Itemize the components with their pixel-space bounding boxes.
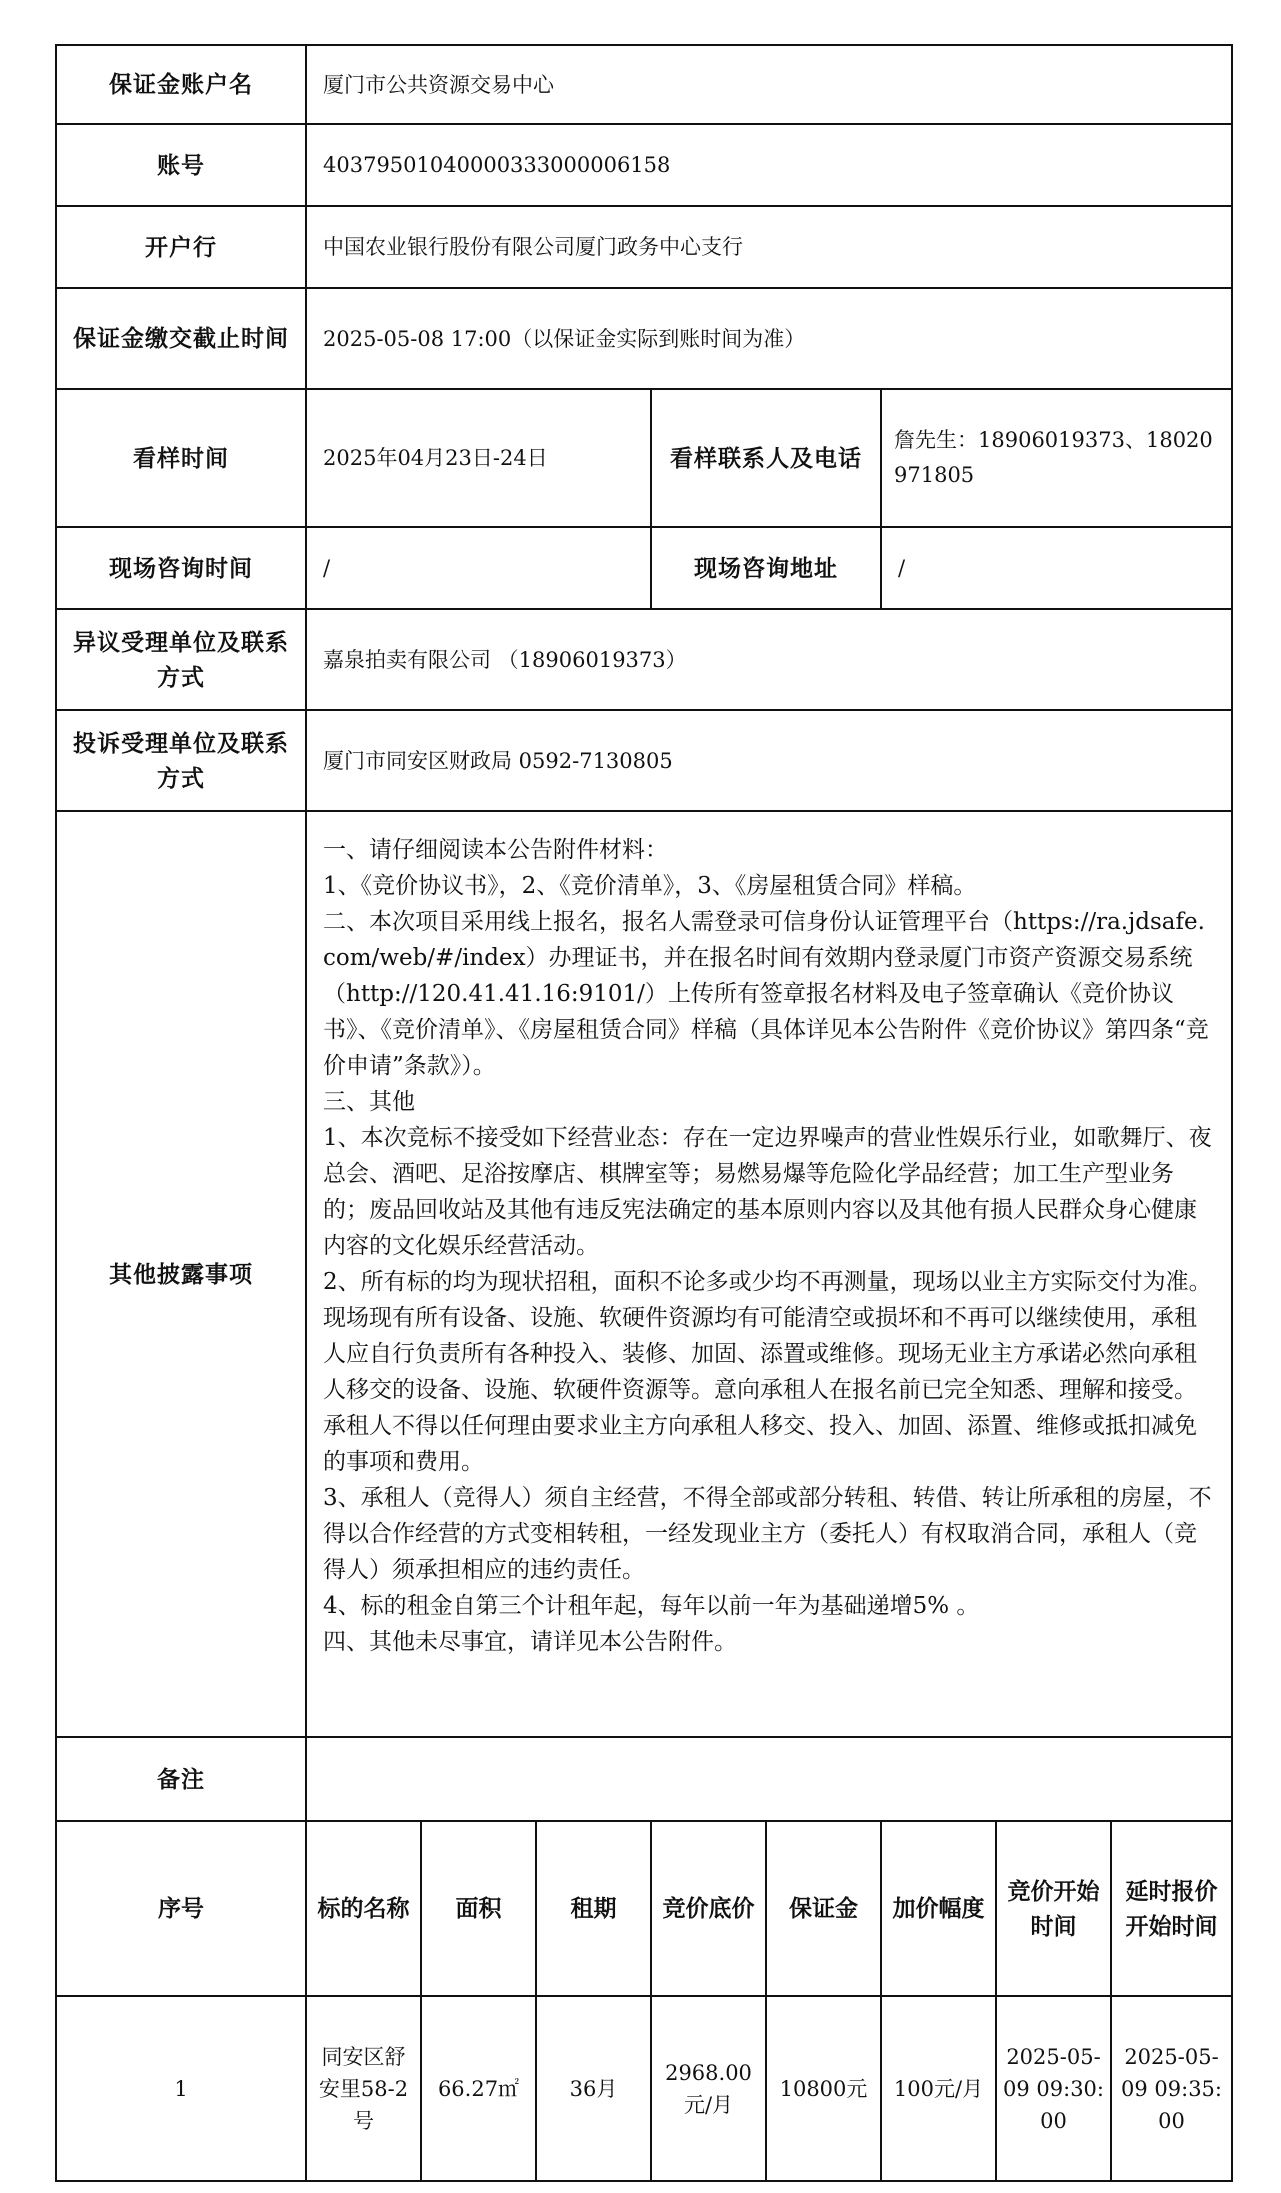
notes-line: 四、其他未尽事宜，请详见本公告附件。: [323, 1629, 737, 1655]
account-name-label: 保证金账户名: [56, 45, 306, 124]
row-consult: [56, 527, 1232, 609]
notes-line: 1、《竞价协议书》，2、《竞价清单》，3、《房屋租赁合同》样稿。: [323, 873, 977, 899]
account-name-value: 厦门市公共资源交易中心: [306, 45, 1232, 124]
header-increment: 加价幅度: [881, 1821, 996, 1996]
header-extension-start-time: 延时报价开始时间: [1111, 1821, 1232, 1996]
row-bank: [56, 206, 1232, 288]
row-other-disclosures: [56, 811, 1232, 1737]
header-area: 面积: [421, 1821, 536, 1996]
row-viewing: [56, 389, 1232, 527]
complaint-label: 投诉受理单位及联系方式: [56, 710, 306, 811]
notes-line: 2、所有标的均为现状招租，面积不论多或少均不再测量，现场以业主方实际交付为准。现场现有所有设备、设施、软硬件资源均有可能清空或损坏和不再可以继续使用，承租人应自行负责所有各种投入、装修、加固、添置或维修。现场无业主方承诺必然向承租人移交的设备、设施、软硬件资源等。意向承租人在报名前已完全知悉、理解和接受。承租人不得以任何理由要求业主方向承租人移交、投入、加固、添置、维修或抵扣减免的事项和费用。: [323, 1269, 1212, 1475]
header-deposit: 保证金: [766, 1821, 881, 1996]
lots-header-row: [56, 1821, 1232, 1996]
complaint-value: 厦门市同安区财政局 0592-7130805: [306, 710, 1232, 811]
consult-time-value: /: [306, 527, 651, 609]
account-no-value: 40379501040000333000006158: [306, 124, 1232, 206]
disclosure-table: [55, 44, 1233, 2182]
deadline-label: 保证金缴交截止时间: [56, 288, 306, 389]
header-reserve-price: 竞价底价: [651, 1821, 766, 1996]
header-item-name: 标的名称: [306, 1821, 421, 1996]
consult-address-value: /: [881, 527, 1232, 609]
objection-value: 嘉泉拍卖有限公司 （18906019373）: [306, 609, 1232, 710]
cell-reserve-price: 2968.00元/月: [651, 1996, 766, 2181]
notes-line: 二、本次项目采用线上报名，报名人需登录可信身份认证管理平台（https://ra.jdsafe.com/web/#/index）办理证书，并在报名时间有效期内登录厦门市资产资源交易系统（http://120.41.41.16:9101/）上传所有签章报名材料及电子签章确认《竞价协议书》、《竞价清单》、《房屋租赁合同》样稿（具体详见本公告附件《竞价协议》第四条“竞价申请”条款》）。: [323, 909, 1209, 1079]
viewing-time-label: 看样时间: [56, 389, 306, 527]
notes-line: 三、其他: [323, 1089, 415, 1115]
row-account-name: [56, 45, 1232, 124]
viewing-contact-label: 看样联系人及电话: [651, 389, 881, 527]
objection-label: 异议受理单位及联系方式: [56, 609, 306, 710]
viewing-contact-value: 詹先生：18906019373、18020971805: [881, 389, 1232, 527]
notes-line: 1、本次竞标不接受如下经营业态：存在一定边界噪声的营业性娱乐行业，如歌舞厅、夜总会、酒吧、足浴按摩店、棋牌室等；易燃易爆等危险化学品经营；加工生产型业务的；废品回收站及其他有违反宪法确定的基本原则内容以及其他有损人民群众身心健康内容的文化娱乐经营活动。: [323, 1125, 1212, 1259]
row-remark: [56, 1737, 1232, 1821]
bank-label: 开户行: [56, 206, 306, 288]
cell-item-name: 同安区舒安里58-2号: [306, 1996, 421, 2181]
table-row: [56, 1996, 1232, 2181]
header-serial: 序号: [56, 1821, 306, 1996]
account-no-label: 账号: [56, 124, 306, 206]
cell-bid-start-time: 2025-05-09 09:30:00: [996, 1996, 1111, 2181]
notes-line: 一、请仔细阅读本公告附件材料：: [323, 837, 668, 863]
row-objection: [56, 609, 1232, 710]
cell-area: 66.27㎡: [421, 1996, 536, 2181]
cell-deposit: 10800元: [766, 1996, 881, 2181]
notes-line: 4、标的租金自第三个计租年起，每年以前一年为基础递增5% 。: [323, 1593, 980, 1619]
other-disclosures-label: 其他披露事项: [56, 811, 306, 1737]
other-disclosures-text: [306, 811, 1232, 1737]
remark-value: [306, 1737, 1232, 1821]
header-bid-start-time: 竞价开始时间: [996, 1821, 1111, 1996]
consult-address-label: 现场咨询地址: [651, 527, 881, 609]
remark-label: 备注: [56, 1737, 306, 1821]
cell-serial: 1: [56, 1996, 306, 2181]
row-complaint: [56, 710, 1232, 811]
bank-value: 中国农业银行股份有限公司厦门政务中心支行: [306, 206, 1232, 288]
row-account-no: [56, 124, 1232, 206]
cell-extension-start-time: 2025-05-09 09:35:00: [1111, 1996, 1232, 2181]
consult-time-label: 现场咨询时间: [56, 527, 306, 609]
cell-increment: 100元/月: [881, 1996, 996, 2181]
header-lease-term: 租期: [536, 1821, 651, 1996]
notes-line: 3、承租人（竞得人）须自主经营，不得全部或部分转租、转借、转让所承租的房屋，不得以合作经营的方式变相转租，一经发现业主方（委托人）有权取消合同，承租人（竞得人）须承担相应的违约责任。: [323, 1485, 1212, 1583]
deadline-value: 2025-05-08 17:00（以保证金实际到账时间为准）: [306, 288, 1232, 389]
cell-lease-term: 36月: [536, 1996, 651, 2181]
viewing-time-value: 2025年04月23日-24日: [306, 389, 651, 527]
row-deadline: [56, 288, 1232, 389]
